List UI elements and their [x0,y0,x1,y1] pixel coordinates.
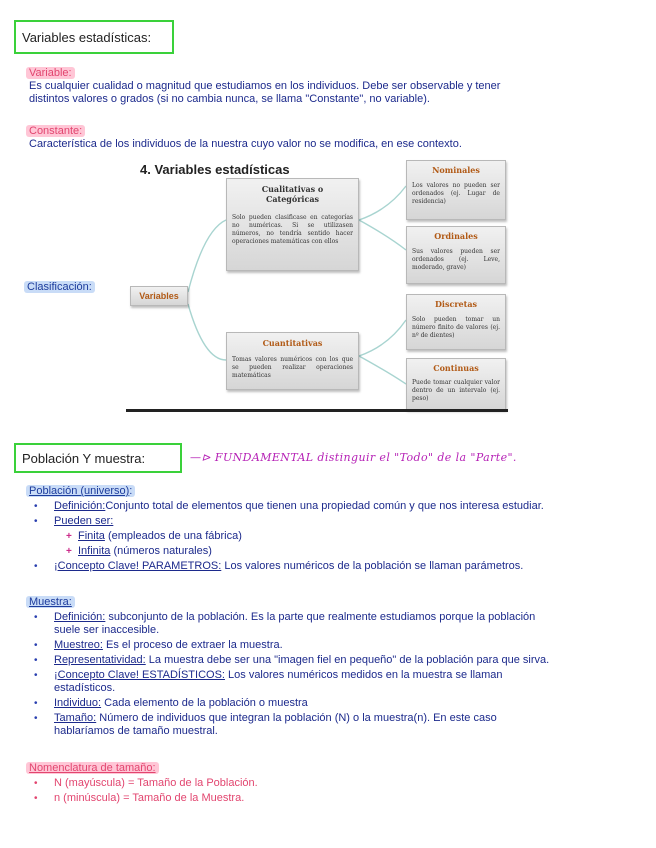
box-discretas [406,294,506,350]
variables-diagram [126,160,508,414]
connector-cuant-continuas [359,356,406,384]
finita-label: Finita [78,530,105,542]
box-cuantitativas-desc: Tomas valores numéricos con los que se pueden realizar operaciones matemáticas [232,356,353,379]
list-item [26,530,641,543]
box-cualitativas [226,178,359,271]
constante-label: Constante: [26,125,85,137]
list-item [26,611,641,637]
estadisticos-text1: Los valores numéricos medidos en la muestra se llaman [224,669,503,681]
nomenclatura-label: Nomenclatura de tamaño: [26,762,159,774]
box-variables-label: Variables [139,291,179,301]
infinita-text: (números naturales) [110,545,212,557]
box-nominales-desc: Los valores no pueden ser ordenados (ej. Lugar de residencia) [412,182,500,205]
muestra-def-label: Definición: [54,611,106,623]
connector-root-cuantitativas [188,304,226,360]
variable-definition [26,67,636,106]
box-ordinales-title: Ordinales [434,231,478,241]
poblacion-label: Población (universo) [29,485,130,497]
box-cuantitativas [226,332,359,390]
muestra-def-text2: suele ser inaccesible. [54,624,160,636]
constante-definition [26,125,636,151]
box-cuantitativas-title: Cuantitativas [262,338,323,348]
box-cualitativas-title2: Categóricas [265,194,320,204]
box-ordinales-desc: Sus valores pueden ser ordenados (ej. Leve, moderado, grave) [412,248,500,271]
connector-cuant-discretas [359,320,406,356]
muestreo-label: Muestreo: [54,639,103,651]
list-item [26,712,641,738]
nomenclatura-block [26,762,641,807]
variable-text-line2: distintos valores o grados (si no cambia nunca, se llama "Constante", no variable). [29,93,430,105]
list-item: • n (minúscula) = Tamaño de la Muestra. [26,792,641,805]
variable-label: Variable: [26,67,75,79]
list-item [26,654,641,667]
list-item [26,515,641,528]
parametros-text: Los valores numéricos de la población se llaman parámetros. [221,560,524,572]
box-discretas-desc: Solo pueden tomar un número finito de valores (ej. nº de dientes) [412,316,500,339]
box-nominales [406,160,506,220]
diagram-title: 4. Variables estadísticas [140,162,290,177]
muestra-label: Muestra: [26,596,75,608]
list-item: • N (mayúscula) = Tamaño de la Población. [26,777,641,790]
section-title-text: Población Y muestra: [22,450,146,466]
muestra-def-text1: subconjunto de la población. Es la parte que realmente estudiamos porque la población [105,611,536,623]
estadisticos-label: ¡Concepto Clave! ESTADÍSTICOS: [54,669,225,681]
box-discretas-title: Discretas [434,299,478,309]
list-item [26,560,641,573]
representatividad-text: La muestra debe ser una "imagen fiel en pequeño" de la población para que sirva. [145,654,550,666]
finita-text: (empleados de una fábrica) [104,530,242,542]
poblacion-block [26,485,641,575]
list-item [26,669,641,695]
box-variables [130,286,188,306]
infinita-label: Infinita [78,545,111,557]
parametros-label: ¡Concepto Clave! PARAMETROS: [54,560,222,572]
estadisticos-text2: estadísticos. [54,682,116,694]
poblacion-def-label: Definición: [54,500,106,512]
tamano-text1: Número de individuos que integran la población (N) o la muestra(n). En este caso [96,712,497,724]
diagram-bottom-rule [126,409,508,412]
poblacion-def-text: Conjunto total de elementos que tienen una propiedad común y que nos interesa estudiar. [105,500,544,512]
list-item [26,545,641,558]
constante-text: Característica de los individuos de la nuestra cuyo valor no se modifica, en ese contexto. [29,138,462,150]
representatividad-label: Representatividad: [54,654,146,666]
section-title-variables [14,20,174,54]
list-item [26,639,641,652]
list-item [26,697,641,710]
box-continuas [406,358,506,410]
clasificacion-label: Clasificación: [24,281,95,293]
muestreo-text: Es el proceso de extraer la muestra. [102,639,283,651]
section-title-text: Variables estadísticas: [22,29,152,45]
connector-root-cualitativas [188,220,226,292]
section-title-poblacion [14,443,182,473]
box-continuas-title: Continuas [433,363,479,373]
handwritten-note: —⊳ FUNDAMENTAL distinguir el "Todo" de la "Parte". [190,451,517,464]
individuo-text: Cada elemento de la población o muestra [101,697,308,709]
connector-cual-nominales [359,186,406,220]
muestra-block [26,596,641,740]
tamano-label: Tamaño: [54,712,97,724]
box-ordinales [406,226,506,284]
clasificacion-label-wrap [24,281,95,293]
variable-text-line1: Es cualquier cualidad o magnitud que estudiamos en los individuos. Debe ser observable y tener [29,80,501,92]
box-cualitativas-title1: Cualitativas o [261,184,324,194]
poblacion-pueden-label: Pueden ser: [54,515,114,527]
tamano-text2: hablaríamos de tamaño muestral. [54,725,218,737]
individuo-label: Individuo: [54,697,102,709]
poblacion-colon: : [129,485,133,497]
list-item [26,500,641,513]
box-continuas-desc: Puede tomar cualquier valor dentro de un intervalo (ej. peso) [412,379,500,402]
box-cualitativas-desc: Solo pueden clasificase en categorías no numéricas. Si se utilizasen números, no tendría sentido hacer operaciones matemáticas con ellos [232,214,353,245]
poblacion-label-wrap [26,485,135,497]
box-nominales-title: Nominales [432,165,480,175]
connector-cual-ordinales [359,220,406,250]
